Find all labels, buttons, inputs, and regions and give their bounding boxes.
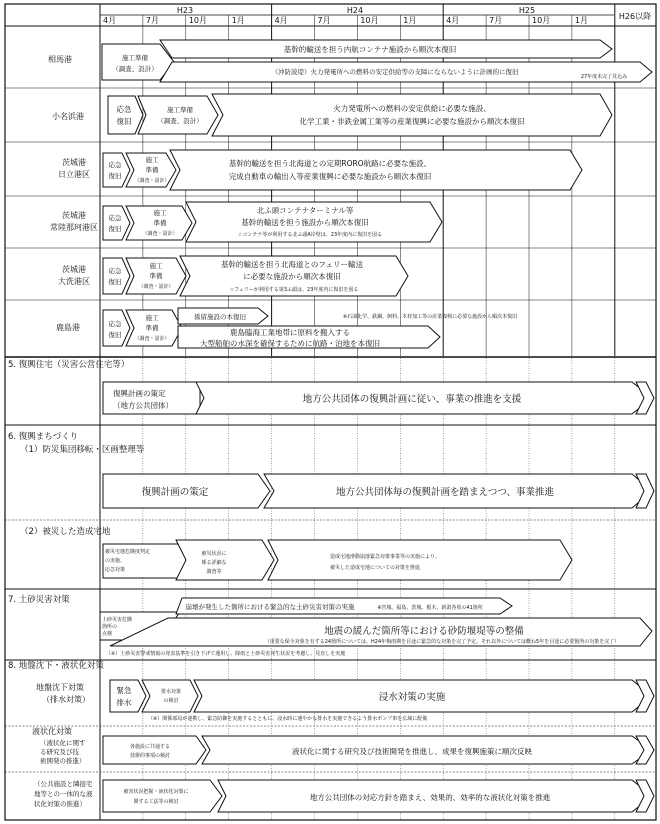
hitachi-em-1: 応急	[108, 161, 122, 169]
sec7-bar2-text: 地震の緩んだ箇所等における砂防堰堤等の整備	[324, 626, 524, 637]
oarai-emergency-arrow	[103, 258, 130, 294]
sec8-liq-label-2: （液状化に関す	[40, 739, 86, 747]
hitachi-bar-arrow	[170, 150, 582, 190]
port-hitachi	[58, 150, 582, 190]
kashima-bar2-1: 鹿島臨海工業地帯に原料を搬入する	[230, 328, 350, 337]
sec7-s7a-1: 土砂災害危険	[102, 617, 133, 623]
year-h25: H25	[518, 6, 536, 15]
hitachinaka-em-1: 応急	[108, 214, 122, 222]
kashima-bar1-text: 係留施設の本復旧	[194, 313, 246, 321]
port-kashima	[56, 308, 517, 348]
port-oarai	[58, 256, 408, 296]
month-label-apr: 4月	[446, 16, 460, 25]
onahama-plan-1: 施工準備	[167, 106, 193, 114]
sec7-title: 7. 土砂災害対策	[8, 595, 70, 605]
sec8-liq-bar-text: 液状化に関する研究及び技術開発を推進し、成果を復興施策に順次反映	[292, 747, 532, 756]
oarai-note: ☆フェリーが利用する第3ふ頭は、23年度内に復旧を図る	[229, 287, 359, 293]
port-name-onahama: 小名浜港	[52, 112, 84, 121]
sec8-pub-plan-2: 関する工法等の検討	[133, 799, 179, 805]
hitachi-plan-2: 準備	[145, 166, 159, 174]
sec8-liq-label-4: 術開発の推進）	[40, 757, 86, 765]
sec8-drain-plan-arrow	[142, 680, 198, 712]
hitachi-plan-3: （調査・設計）	[134, 178, 170, 184]
onahama-em-1: 応急	[116, 105, 132, 114]
hitachinaka-plan-2: 準備	[153, 219, 167, 227]
sec8-title: 8. 地盤沈下・液状化対策	[8, 661, 104, 671]
month-label-jul: 7月	[489, 16, 503, 25]
sec6-s2c-arrow	[268, 540, 572, 580]
timeline-header	[103, 6, 651, 25]
sec8-drain-note: （※）関係部局が連携し、緊急防御を実施するとともに、浸水時に速やかな排水を実施できるよう排水ポンプ車を広域に配備	[148, 716, 428, 722]
port-name-oarai-2: 大洗港区	[58, 277, 90, 286]
sec7-s7a-3: 点検	[102, 631, 113, 637]
month-label-oct: 10月	[188, 16, 207, 25]
soma-bar2-text: （沖防波堤）火力発電所への燃料の安定供給等の支障にならないように計画的に復旧	[271, 68, 519, 76]
sec8-drain-plan-1: 排水対策	[160, 689, 182, 695]
sec6-s2c-2: 被災した造成宅地についての対策を推進	[330, 565, 420, 571]
hitachinaka-note: ☆コンテナ等が利用する北ふ頭A岸壁は、23年度内に復旧を図る	[237, 232, 383, 238]
year-h23: H23	[176, 6, 194, 15]
section-7-landslide	[8, 594, 652, 657]
sec7-note2: （重要な保全対象を有する24箇所については、H24年梅雨期を目途に緊急的な対策を完了予定。それ以外については概ね5年を目途に必要箇所の対策を完了）	[264, 639, 620, 645]
sec6-sub2: （2）被災した造成宅地	[20, 527, 111, 537]
sec8-drain-label-1: 地盤沈下対策	[36, 683, 84, 692]
port-onahama	[52, 94, 612, 136]
port-name-hitachi-1: 茨城港	[62, 158, 86, 167]
month-label-jul: 7月	[317, 16, 331, 25]
port-name-kashima: 鹿島港	[56, 323, 80, 332]
sec8-liq-label-1: 液状化対策	[32, 727, 72, 736]
port-name-hitachinaka-2: 常陸那珂港区	[50, 223, 98, 232]
section-8-liquefaction	[8, 660, 654, 812]
kashima-em-1: 応急	[108, 320, 122, 328]
port-name-hitachinaka-1: 茨城港	[62, 211, 86, 220]
sec8-pub-plan-1: 被害状況把握・液状化対策に	[123, 789, 189, 795]
sec7-note1: ※宮城、福島、茨城、栃木、新潟各県の41箇所	[377, 605, 483, 611]
kashima-em-2: 復旧	[108, 331, 122, 339]
year-h26: H26以降	[618, 12, 652, 21]
sec5-plan-2: （地方公共団体）	[113, 401, 173, 410]
port-name-oarai-1: 茨城港	[62, 265, 86, 274]
sec5-bar-text: 地方公共団体の復興計画に従い、事業の推進を支援	[302, 394, 522, 405]
sec6-s2a-1: 被災宅地危険度判定	[105, 549, 151, 555]
month-label-apr: 4月	[103, 16, 117, 25]
onahama-plan-arrow	[138, 96, 218, 134]
port-name-hitachi-2: 日立港区	[58, 170, 90, 179]
onahama-bar-2: 化学工業・非鉄金属工業等の産業復興に必要な施設から順次本復旧	[299, 117, 525, 126]
sec8-pub-label-1: （公共施設と隣接宅	[34, 780, 93, 788]
month-label-jan: 1月	[403, 16, 417, 25]
sec7-s7a-2: 箇所の	[102, 624, 118, 630]
sec6-s2b-2: 係る詳細な	[201, 560, 227, 566]
sec6-s2a-3: 応急対策	[105, 567, 126, 573]
hitachinaka-plan-1: 施工	[153, 209, 167, 217]
sec8-drain-em-2: 排水	[116, 698, 132, 707]
sec8-pub-label-2: 地等との一体的な液	[34, 790, 93, 798]
onahama-bar-1: 火力発電所への燃料の安定供給に必要な施設、	[333, 104, 491, 113]
sec6-plan-text: 復興計画の策定	[141, 487, 209, 498]
sec6-bar-text: 地方公共団体毎の復興計画を踏まえつつ、事業推進	[336, 487, 554, 498]
port-name-soma: 相馬港	[48, 55, 72, 64]
hitachinaka-emergency-arrow	[103, 206, 130, 240]
onahama-bar-arrow	[212, 94, 612, 136]
month-label-jul: 7月	[145, 16, 159, 25]
sec8-drain-plan-2: の検討	[163, 698, 179, 704]
sec8-pub-label-3: 状化対策の推進）	[34, 800, 86, 808]
kashima-plan-3: （調査・設計）	[134, 336, 170, 342]
month-label-apr: 4月	[274, 16, 288, 25]
hitachi-emergency-arrow	[103, 153, 130, 187]
onahama-em-2: 復旧	[116, 117, 132, 126]
sec7-note3: （※）土砂災害警戒情報の発表基準を引き下げて運用し、降雨と土砂災害発生状況を考慮し、見直しを実施	[106, 651, 346, 657]
hitachinaka-bar-2: 基幹的輸送を担う施設から順次本復旧	[241, 218, 369, 227]
soma-plan-arrow	[102, 44, 174, 80]
hitachi-em-2: 復旧	[108, 172, 122, 180]
port-soma	[48, 40, 652, 82]
sec6-s2b-3: 調査等	[206, 569, 222, 575]
kashima-plan-1: 施工	[145, 314, 159, 322]
kashima-note1: ※石油化学、鉄鋼、飼料、木材加工等の産業復興に必要な施設から順次本復旧	[342, 314, 518, 320]
onahama-plan-2: （調査、設計）	[157, 117, 203, 125]
oarai-bar-2: に必要な施設から順次本復旧	[243, 272, 341, 281]
sec6-s2c-1: 造成宅地滑動崩落緊急対策事業等の実施により、	[330, 554, 441, 560]
section-5-housing	[8, 359, 654, 414]
soma-plan-1: 施工準備	[122, 54, 148, 62]
hitachi-plan-1: 施工	[145, 156, 159, 164]
oarai-plan-2: 準備	[149, 272, 163, 280]
sec8-liq-plan-2: 技術的事項の検討	[129, 753, 171, 759]
sec5-title: 5. 復興住宅（災害公営住宅等）	[8, 360, 130, 370]
hitachi-bar-2: 完成自動車の輸出入等産業復興に必要な施設から順次本復旧	[228, 172, 432, 181]
port-hitachinaka	[50, 202, 442, 242]
month-label-oct: 10月	[532, 16, 551, 25]
hitachinaka-bar-1: 北ふ頭コンテナターミナル等	[256, 206, 354, 215]
sec8-liq-plan-arrow	[103, 736, 206, 764]
sec8-pub-plan-arrow	[103, 780, 222, 812]
section-6-town	[8, 431, 654, 580]
sec7-bar1-text: 崩壊が発生した箇所における緊急的な土砂災害対策の実施	[185, 603, 355, 611]
sec8-drain-label-2: （排水対策）	[42, 695, 90, 704]
sec8-liq-label-3: る研究及び技	[40, 748, 79, 756]
month-label-jan: 1月	[231, 16, 245, 25]
kashima-bar2-2: 大型船舶の水深を確保するために航路・泊地を本復旧	[200, 339, 380, 348]
onahama-emergency-arrow	[108, 96, 143, 134]
sec8-drain-bar-text: 浸水対策の実施	[378, 692, 446, 703]
sec8-drain-em-arrow	[110, 680, 146, 712]
soma-plan-2: （調査、設計）	[112, 65, 158, 73]
sec8-liq-plan-1: 各施設に共通する	[129, 744, 171, 750]
sec6-s2b-1: 被災状況に	[201, 551, 227, 557]
hitachi-bar-1: 基幹的輸送を担う北海道との定期RORO航路に必要な施設、	[228, 159, 432, 168]
month-label-jan: 1月	[574, 16, 588, 25]
oarai-plan-1: 施工	[149, 262, 163, 270]
sec8-drain-em-1: 緊急	[116, 686, 132, 695]
soma-note: 27年度末完了見込み	[580, 74, 628, 80]
hitachinaka-em-2: 復旧	[108, 225, 122, 233]
year-h24: H24	[346, 6, 364, 15]
sec5-plan-1: 復興計画の策定	[113, 389, 166, 398]
oarai-em-2: 復旧	[108, 278, 122, 286]
month-labels	[103, 16, 588, 25]
oarai-em-1: 応急	[108, 267, 122, 275]
oarai-plan-3: （調査・設計）	[138, 284, 174, 290]
kashima-plan-2: 準備	[145, 324, 159, 332]
sec6-s2a-2: の実施、	[105, 558, 126, 564]
sec6-sub1: （1）防災集団移転・区画整理等	[20, 445, 145, 455]
kashima-emergency-arrow	[103, 310, 130, 346]
month-label-oct: 10月	[360, 16, 379, 25]
oarai-bar-1: 基幹的輸送を担う北海道とのフェリー輸送	[220, 260, 364, 269]
hitachinaka-plan-3: （調査・設計）	[142, 231, 178, 237]
sec8-pub-bar-text: 地方公共団体の対応方針を踏まえ、効果的、効率的な液状化対策を推進	[309, 793, 551, 802]
soma-bar1-text: 基幹的輸送を担う内航コンテナ施設から順次本復旧	[283, 45, 457, 54]
sec6-title: 6. 復興まちづくり	[8, 432, 79, 442]
